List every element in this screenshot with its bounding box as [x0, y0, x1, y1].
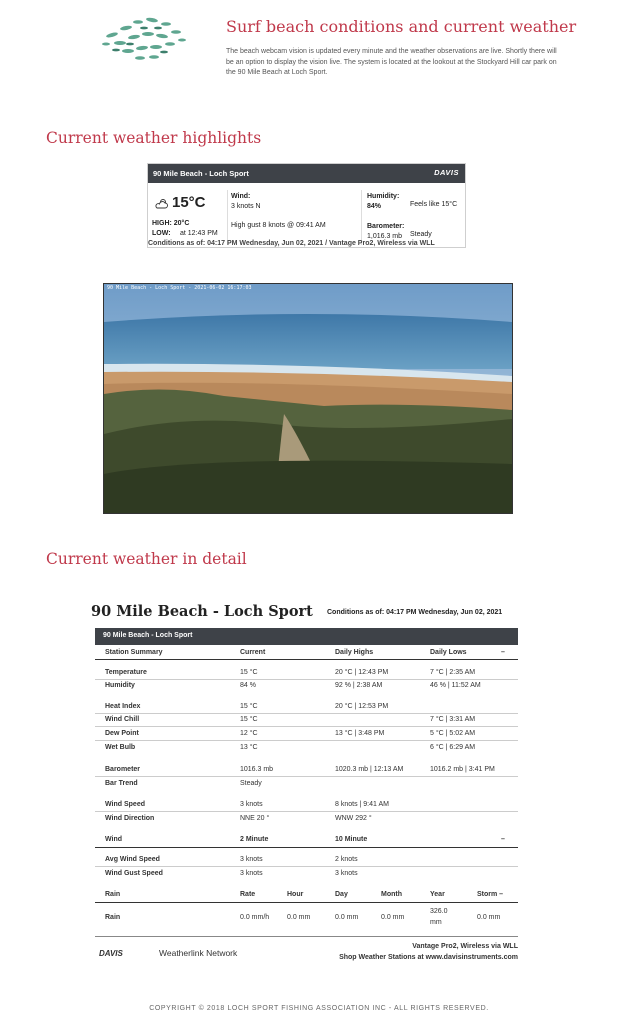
- divider: [95, 902, 518, 903]
- collapse-toggle[interactable]: –: [501, 649, 505, 656]
- row-label: Temperature: [105, 669, 147, 676]
- row-label: Dew Point: [105, 730, 139, 737]
- widget-temperature: 15°C: [172, 194, 206, 211]
- row-low: 7 °C | 2:35 AM: [430, 669, 476, 676]
- row-high: 20 °C | 12:43 PM: [335, 669, 389, 676]
- widget-conditions-line: Conditions as of: 04:17 PM Wednesday, Jun 02, 2021 / Vantage Pro2, Wireless via WLL: [148, 240, 435, 247]
- divider: [95, 776, 518, 777]
- divider: [95, 713, 518, 714]
- detail-bar-station: 90 Mile Beach - Loch Sport: [103, 632, 193, 639]
- col-header-current: Current: [240, 649, 266, 656]
- row-current: 12 °C: [240, 730, 258, 737]
- copyright-footer: COPYRIGHT © 2018 LOCH SPORT FISHING ASSOCIATION INC - ALL RIGHTS RESERVED.: [149, 1005, 489, 1012]
- detail-station-title: 90 Mile Beach - Loch Sport: [91, 603, 313, 620]
- col-header-daily-highs: Daily Highs: [335, 649, 374, 656]
- col-header-month: Month: [381, 891, 402, 898]
- row-label: Humidity: [105, 682, 135, 689]
- row-label: Rain: [105, 914, 121, 921]
- col-header-station-summary: Station Summary: [105, 649, 163, 656]
- row-rate: 0.0 mm/h: [240, 914, 270, 921]
- weather-detail-panel: [91, 585, 528, 970]
- row-label: Bar Trend: [105, 780, 138, 787]
- widget-station-name: 90 Mile Beach - Loch Sport: [153, 169, 249, 178]
- beach-scene: [104, 284, 512, 513]
- row-label: Heat Index: [105, 703, 141, 710]
- row-current: 13 °C: [240, 744, 258, 751]
- widget-high: HIGH: 20°C: [152, 220, 190, 227]
- col-header-daily-lows: Daily Lows: [430, 649, 467, 656]
- row-high: 1020.3 mb | 12:13 AM: [335, 766, 404, 773]
- row-month: 0.0 mm: [381, 914, 405, 921]
- beach-webcam-image[interactable]: [103, 283, 513, 514]
- row-low: 6 °C | 6:29 AM: [430, 744, 476, 751]
- widget-barometer-trend: Steady: [410, 231, 432, 238]
- widget-feels-like: Feels like 15°C: [410, 201, 458, 208]
- widget-wind-value: 3 knots N: [231, 203, 261, 210]
- row-high: 8 knots | 9:41 AM: [335, 801, 389, 808]
- row-label: Wind Gust Speed: [105, 870, 163, 877]
- row-high: 13 °C | 3:48 PM: [335, 730, 385, 737]
- station-model: Vantage Pro2, Wireless via WLL: [412, 943, 518, 950]
- divider: [95, 740, 518, 741]
- shop-link[interactable]: Shop Weather Stations at www.davisinstruments.com: [339, 954, 518, 961]
- divider: [227, 190, 228, 245]
- row-low: 46 % | 11:52 AM: [430, 682, 481, 689]
- row-label: Avg Wind Speed: [105, 856, 160, 863]
- col-header-10-minute: 10 Minute: [335, 836, 368, 843]
- col-header-hour: Hour: [287, 891, 304, 898]
- widget-humidity-value: 84%: [367, 203, 382, 210]
- row-current: 3 knots: [240, 801, 263, 808]
- weather-highlights-widget[interactable]: [147, 163, 466, 248]
- row-low: 7 °C | 3:31 AM: [430, 716, 476, 723]
- row-label: Wet Bulb: [105, 744, 136, 751]
- row-label: Wind Speed: [105, 801, 145, 808]
- col-header-rate: Rate: [240, 891, 256, 898]
- page-description: The beach webcam vision is updated every minute and the weather observations are live. Shortly there will be an option to display the vision live. The system is located at the lookout at the Stockyard Hill car park on the 90 Mile Beach at Loch Sport.: [226, 48, 557, 76]
- row-10-minute: 2 knots: [335, 856, 358, 863]
- widget-gust: High gust 8 knots @ 09:41 AM: [231, 222, 326, 229]
- divider: [95, 679, 518, 680]
- row-label: Wind Direction: [105, 815, 155, 822]
- page-title: Surf beach conditions and current weather: [226, 17, 577, 36]
- row-low: 1016.2 mb | 3:41 PM: [430, 766, 495, 773]
- widget-barometer-label: Barometer:: [367, 223, 405, 230]
- row-year-unit: mm: [430, 919, 442, 926]
- row-hour: 0.0 mm: [287, 914, 311, 921]
- row-current: 1016.3 mb: [240, 766, 274, 773]
- row-high: 20 °C | 12:53 PM: [335, 703, 389, 710]
- divider: [95, 811, 518, 812]
- row-current: 15 °C: [240, 716, 258, 723]
- davis-logo[interactable]: DAVIS: [99, 949, 123, 958]
- col-header-storm[interactable]: Storm –: [477, 891, 504, 898]
- row-storm: 0.0 mm: [477, 914, 501, 921]
- row-current: Steady: [240, 780, 262, 787]
- row-10-minute: 3 knots: [335, 870, 358, 877]
- section-title-highlights: Current weather highlights: [46, 129, 262, 147]
- divider: [95, 659, 518, 660]
- section-title-detail: Current weather in detail: [46, 550, 247, 568]
- row-high: 92 % | 2:38 AM: [335, 682, 383, 689]
- col-header-wind: Wind: [105, 836, 123, 843]
- divider: [95, 936, 518, 937]
- row-2-minute: 3 knots: [240, 870, 263, 877]
- row-label: Barometer: [105, 766, 141, 773]
- row-low: 5 °C | 5:02 AM: [430, 730, 476, 737]
- col-header-day: Day: [335, 891, 348, 898]
- widget-wind-label: Wind:: [231, 193, 251, 200]
- widget-humidity-label: Humidity:: [367, 193, 400, 200]
- divider: [95, 847, 518, 848]
- weatherlink-network-link[interactable]: Weatherlink Network: [159, 948, 238, 958]
- divider: [95, 726, 518, 727]
- widget-low-label: LOW:: [152, 230, 171, 237]
- fish-school-logo: [92, 10, 192, 65]
- row-current: 15 °C: [240, 703, 258, 710]
- davis-logo: DAVIS: [434, 168, 459, 177]
- row-current: 15 °C: [240, 669, 258, 676]
- row-year: 326.0: [430, 908, 448, 915]
- row-current: NNE 20 °: [240, 815, 270, 822]
- detail-conditions-as-of: Conditions as of: 04:17 PM Wednesday, Jun 02, 2021: [327, 609, 503, 616]
- col-header-rain: Rain: [105, 891, 121, 898]
- widget-low-time: at 12:43 PM: [180, 230, 218, 237]
- divider: [361, 190, 362, 245]
- row-day: 0.0 mm: [335, 914, 359, 921]
- widget-barometer-value: 1,016.3 mb: [367, 233, 403, 240]
- webcam-timestamp: 90 Mile Beach - Loch Sport - 2021-06-02 16:17:03: [107, 285, 252, 291]
- row-high: WNW 292 °: [335, 815, 372, 822]
- col-header-year: Year: [430, 891, 445, 898]
- col-header-2-minute: 2 Minute: [240, 836, 269, 843]
- divider: [95, 866, 518, 867]
- collapse-toggle[interactable]: –: [501, 836, 505, 843]
- widget-header-bar: [148, 164, 465, 183]
- cloud-sun-icon: [154, 198, 168, 209]
- row-2-minute: 3 knots: [240, 856, 263, 863]
- row-label: Wind Chill: [105, 716, 140, 723]
- row-current: 84 %: [240, 682, 256, 689]
